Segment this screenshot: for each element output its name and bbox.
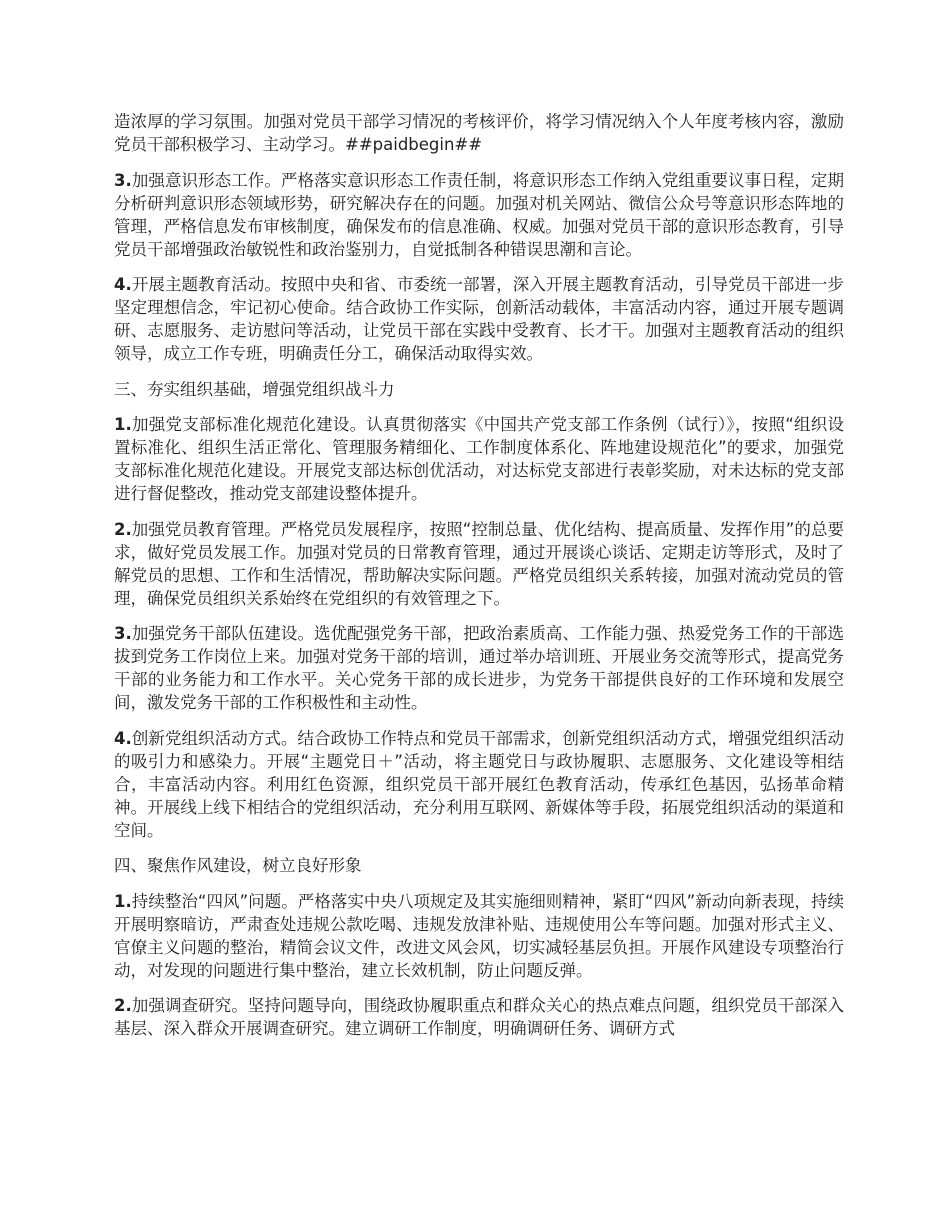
document-body: [114, 110, 844, 1053]
item-number: 4.: [114, 275, 132, 294]
item-number: 2.: [114, 996, 132, 1015]
paragraph-text: 创新党组织活动方式。结合政协工作特点和党员干部需求，创新党组织活动方式，增强党组织活动的吸引力和感染力。开展“主题党日＋”活动，将主题党日与政协履职、志愿服务、文化建设等相结合，丰富活动内容。利用红色资源，组织党员干部开展红色教育活动，传承红色基因，弘扬革命精神。开展线上线下相结合的党组织活动，充分利用互联网、新媒体等手段，拓展党组织活动的渠道和空间。: [114, 728, 844, 840]
item-number: 3.: [114, 170, 132, 190]
item-number: 1.: [114, 415, 132, 434]
item-number: 4.: [114, 728, 132, 748]
item-number: 3.: [114, 624, 132, 643]
section-heading: [114, 378, 844, 401]
paragraph: [114, 727, 844, 842]
item-number: 2.: [114, 519, 132, 539]
paragraph-text: 造浓厚的学习氛围。加强对党员干部学习情况的考核评价，将学习情况纳入个人年度考核内容，激励党员干部积极学习、主动学习。##paidbegin##: [114, 112, 844, 154]
paragraph-text: 加强党支部标准化规范化建设。认真贯彻落实《中国共产党支部工作条例（试行）》，按照“组织设置标准化、组织生活正常化、管理服务精细化、工作制度体系化、阵地建设规范化”的要求，加强党支部标准化规范化建设。开展党支部达标创优活动，对达标党支部进行表彰奖励，对未达标的党支部进行督促整改，推动党支部建设整体提升。: [114, 415, 844, 503]
section-heading: [114, 854, 844, 877]
paragraph-text: 加强调查研究。坚持问题导向，围绕政协履职重点和群众关心的热点难点问题，组织党员干部深入基层、深入群众开展调查研究。建立调研工作制度，明确调研任务、调研方式: [114, 996, 844, 1038]
paragraph: [114, 518, 844, 610]
paragraph: [114, 994, 844, 1040]
paragraph: [114, 110, 844, 156]
paragraph-text: 三、夯实组织基础，增强党组织战斗力: [114, 379, 395, 399]
paragraph: [114, 890, 844, 982]
item-number: 1.: [114, 891, 132, 911]
paragraph: [114, 622, 844, 714]
paragraph-text: 四、聚焦作风建设，树立良好形象: [114, 856, 362, 875]
paragraph: [114, 169, 844, 261]
paragraph: [114, 413, 844, 505]
paragraph-text: 加强党员教育管理。严格党员发展程序，按照“控制总量、优化结构、提高质量、发挥作用”的总要求，做好党员发展工作。加强对党员的日常教育管理，通过开展谈心谈话、定期走访等形式，及时了解党员的思想、工作和生活情况，帮助解决实际问题。严格党员组织关系转接，加强对流动党员的管理，确保党员组织关系始终在党组织的有效管理之下。: [114, 519, 844, 608]
paragraph-text: 加强意识形态工作。严格落实意识形态工作责任制，将意识形态工作纳入党组重要议事日程，定期分析研判意识形态领域形势，研究解决存在的问题。加强对机关网站、微信公众号等意识形态阵地的管理，严格信息发布审核制度，确保发布的信息准确、权威。加强对党员干部的意识形态教育，引导党员干部增强政治敏锐性和政治鉴别力，自觉抵制各种错误思潮和言论。: [114, 170, 844, 259]
paragraph-text: 开展主题教育活动。按照中央和省、市委统一部署，深入开展主题教育活动，引导党员干部进一步坚定理想信念，牢记初心使命。结合政协工作实际，创新活动载体，丰富活动内容，通过开展专题调研、志愿服务、走访慰问等活动，让党员干部在实践中受教育、长才干。加强对主题教育活动的组织领导，成立工作专班，明确责任分工，确保活动取得实效。: [114, 275, 844, 363]
paragraph: [114, 273, 844, 365]
paragraph-text: 加强党务干部队伍建设。选优配强党务干部，把政治素质高、工作能力强、热爱党务工作的干部选拔到党务工作岗位上来。加强对党务干部的培训，通过举办培训班、开展业务交流等形式，提高党务干部的业务能力和工作水平。关心党务干部的成长进步，为党务干部提供良好的工作环境和发展空间，激发党务干部的工作积极性和主动性。: [114, 624, 844, 712]
paragraph-text: 持续整治“四风”问题。严格落实中央八项规定及其实施细则精神，紧盯“四风”新动向新表现，持续开展明察暗访，严肃查处违规公款吃喝、违规发放津补贴、违规使用公车等问题。加强对形式主义、官僚主义问题的整治，精简会议文件，改进文风会风，切实减轻基层负担。开展作风建设专项整治行动，对发现的问题进行集中整治，建立长效机制，防止问题反弹。: [114, 891, 844, 980]
